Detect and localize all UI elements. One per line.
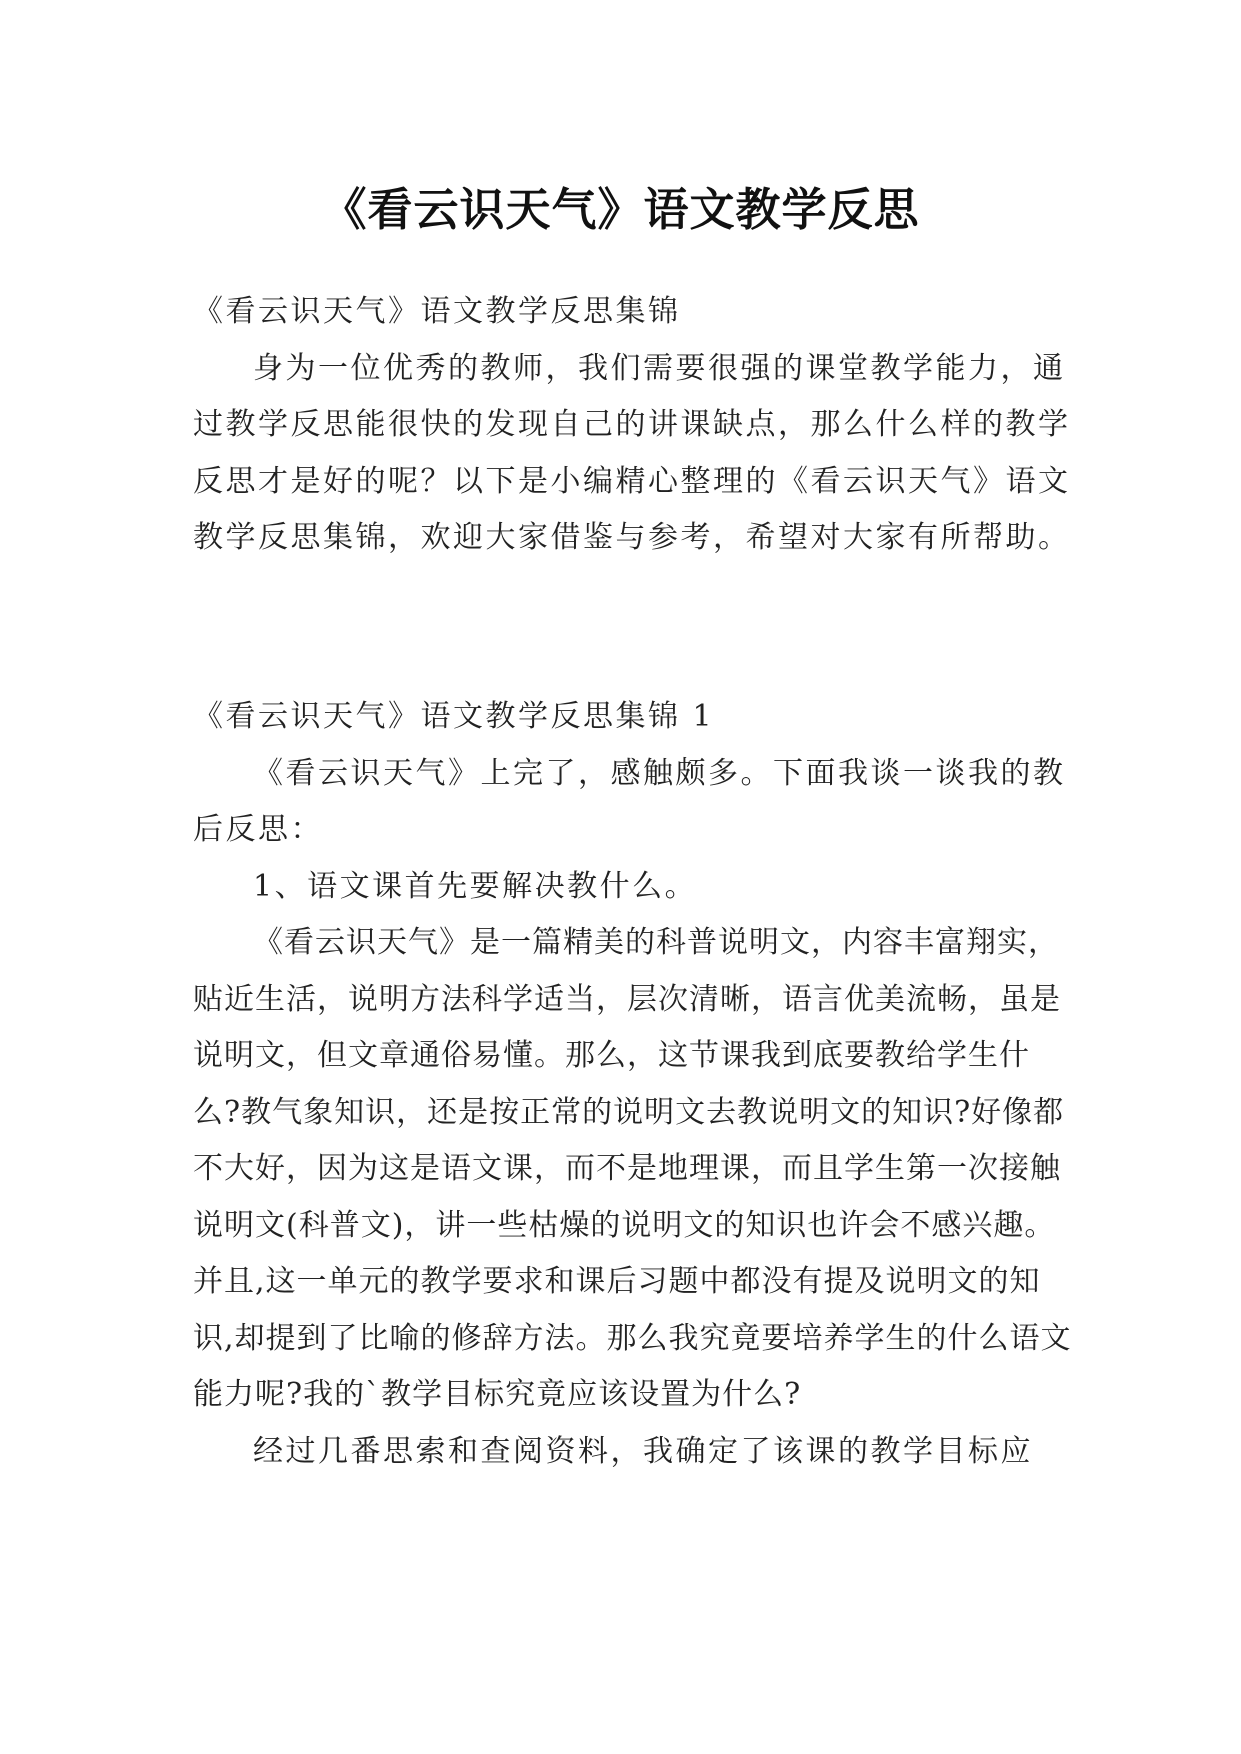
document-title: 《看云识天气》语文教学反思 (321, 183, 920, 237)
intro-paragraph: 身为一位优秀的教师，我们需要很强的课堂教学能力，通过教学反思能很快的发现自己的讲课缺点，那么什么样的教学反思才是好的呢？以下是小编精心整理的《看云识天气》语文教学反思集锦，欢迎大家借鉴与参考，希望对大家有所帮助。 (193, 350, 1071, 555)
document-subtitle: 《看云识天气》语文教学反思集锦 (193, 294, 681, 329)
section-1 (193, 689, 1073, 1480)
section-heading: 《看云识天气》语文教学反思集锦 1 (193, 699, 715, 734)
body-paragraph: 1、语文课首先要解决教什么。 (253, 868, 698, 904)
body-paragraph: 经过几番思索和查阅资料，我确定了该课的教学目标应 (253, 1433, 1033, 1469)
body-paragraph: 《看云识天气》是一篇精美的科普说明文，内容丰富翔实，贴近生活，说明方法科学适当，层次清晰，语言优美流畅，虽是说明文，但文章通俗易懂。那么，这节课我到底要教给学生什么?教气象知识，还是按正常的说明文去教说明文的知识?好像都不大好，因为这是语文课，而不是地理课，而且学生第一次接触说明文(科普文)，讲一些枯燥的说明文的知识也许会不感兴趣。并且,这一单元的教学要求和课后习题中都没有提及说明文的知识,却提到了比喻的修辞方法。那么我究竟要培养学生的什么语文能力呢?我的`教学目标究竟应该设置为什么? (193, 925, 1072, 1412)
intro-section (193, 284, 1073, 567)
body-paragraph: 《看云识天气》上完了，感触颇多。下面我谈一谈我的教后反思： (193, 755, 1066, 847)
